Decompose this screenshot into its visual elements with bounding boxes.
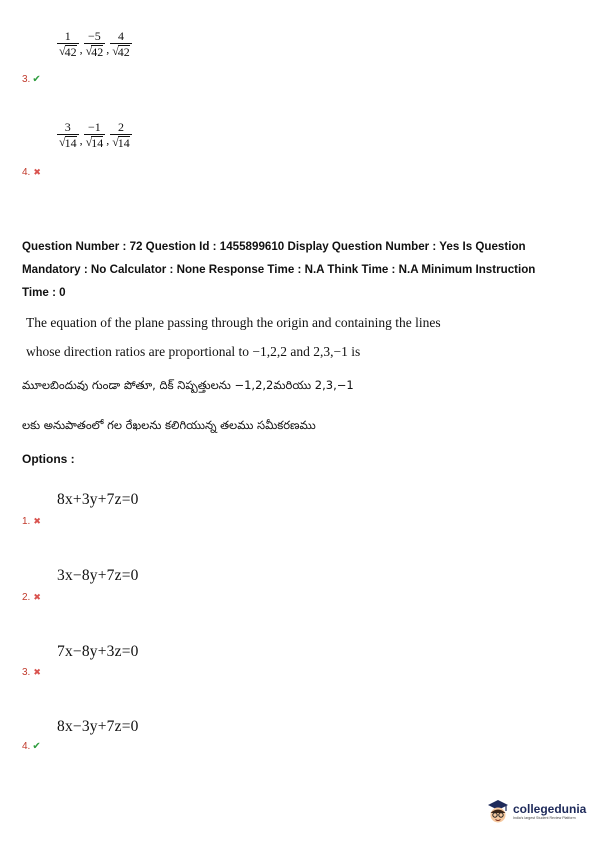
fraction: 4 √ 42 (112, 29, 130, 60)
option-number: 3. (22, 74, 31, 85)
question-text-en-line: whose direction ratios are proportional to −1,2,2 and 2,3,−1 is (26, 344, 361, 359)
denominator: 14 (117, 136, 130, 151)
prev-option-4-expression: 3 √ 14 , −1 √ 14 , 2 √ 14 (59, 120, 130, 151)
question-meta-line: Mandatory : No Calculator : None Response Time : N.A Think Time : N.A Minimum Instruction (22, 263, 536, 276)
graduate-mascot-icon (486, 798, 510, 826)
numerator: 3 (64, 120, 71, 134)
prev-option-4-label (22, 160, 41, 179)
fraction: 3 √ 14 (59, 120, 77, 151)
option-3-equation: 7x−8y+3z=0 (57, 643, 139, 660)
option-4-label (22, 734, 41, 753)
option-number: 1. (22, 516, 31, 527)
numerator: 1 (64, 29, 71, 43)
option-1-equation: 8x+3y+7z=0 (57, 491, 139, 508)
denominator: 14 (64, 136, 77, 151)
cross-icon: ✖ (33, 168, 41, 178)
question-meta-line: Question Number : 72 Question Id : 1455899610 Display Question Number : Yes Is Question (22, 240, 526, 253)
numerator: −5 (88, 29, 101, 43)
option-number: 3. (22, 667, 31, 678)
cross-icon: ✖ (33, 517, 41, 527)
numerator: 4 (117, 29, 124, 43)
denominator: 42 (64, 45, 77, 60)
option-2-label (22, 585, 41, 604)
denominator: 14 (91, 136, 104, 151)
cross-icon: ✖ (33, 668, 41, 678)
cross-icon: ✖ (33, 593, 41, 603)
option-1-label (22, 509, 41, 528)
question-meta (22, 235, 582, 304)
option-3-label (22, 660, 41, 679)
prev-option-3-expression: 1 √ 42 , −5 √ 42 , 4 √ 42 (59, 29, 130, 60)
option-number: 2. (22, 592, 31, 603)
question-meta-line: Time : 0 (22, 286, 66, 299)
fraction: 1 √ 42 (59, 29, 77, 60)
options-heading: Options : (22, 452, 75, 466)
question-text-en-line: The equation of the plane passing through the origin and containing the lines (26, 315, 441, 330)
check-icon: ✔ (32, 74, 41, 85)
denominator: 42 (117, 45, 130, 60)
fraction: −5 √ 42 (85, 29, 104, 60)
option-number: 4. (22, 167, 31, 178)
logo-name: collegedunia (513, 802, 587, 816)
prev-option-3-label (22, 67, 41, 86)
question-text-te-line: లకు అనుపాతంలో గల రేఖలను కలిగియున్న తలము సమీకరణము (22, 418, 316, 432)
numerator: 2 (117, 120, 124, 134)
fraction: 2 √ 14 (112, 120, 130, 151)
question-text-te-line: మూలబిందువు గుండా పోతూ, దిక్ నిష్పత్తులను −1,2,2మరియు 2,3,−1 (22, 378, 354, 392)
option-number: 4. (22, 741, 31, 752)
option-4-equation: 8x−3y+7z=0 (57, 718, 139, 735)
numerator: −1 (88, 120, 101, 134)
option-2-equation: 3x−8y+7z=0 (57, 567, 139, 584)
denominator: 42 (91, 45, 104, 60)
logo-tagline: India's largest Student Review Platform (513, 816, 576, 820)
collegedunia-logo (486, 798, 586, 826)
check-icon: ✔ (32, 741, 41, 752)
fraction: −1 √ 14 (85, 120, 104, 151)
